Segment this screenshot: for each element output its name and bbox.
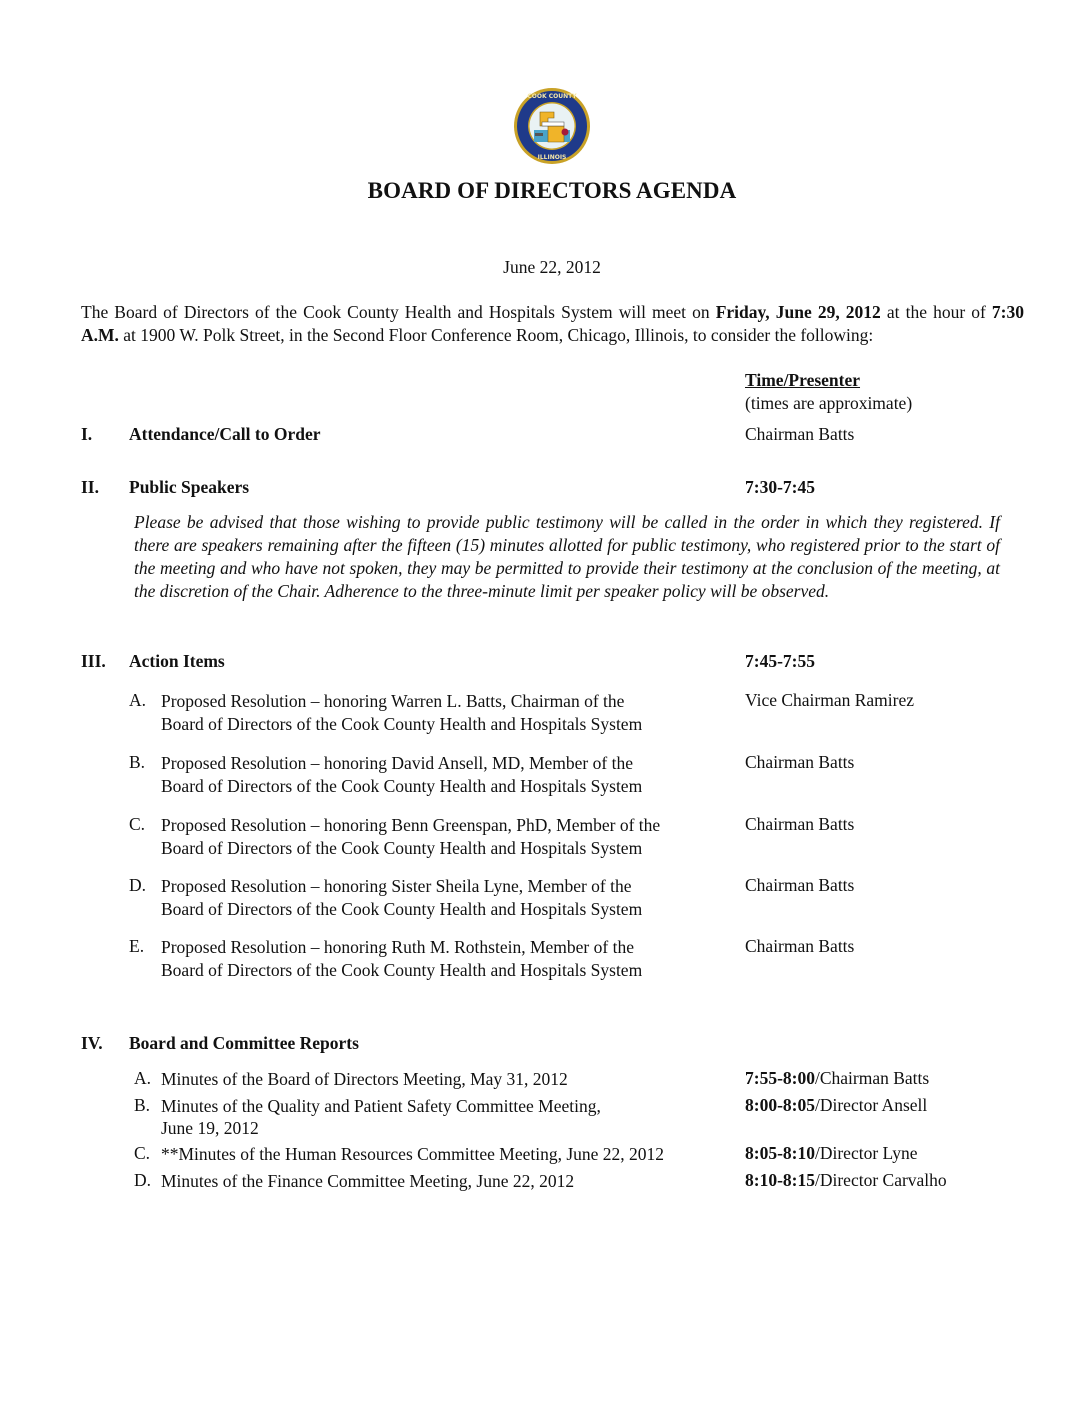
item-line: Board of Directors of the Cook County Health and Hospitals System bbox=[161, 714, 643, 734]
time-presenter-note: (times are approximate) bbox=[745, 393, 913, 413]
cook-county-seal-icon bbox=[512, 86, 592, 166]
item-letter: A. bbox=[129, 690, 147, 710]
item-time: 8:10-8:15 bbox=[745, 1170, 815, 1190]
item-letter: B. bbox=[129, 752, 146, 772]
section-time: 7:30-7:45 bbox=[745, 477, 815, 497]
page-title: BOARD OF DIRECTORS AGENDA bbox=[367, 178, 737, 203]
section-numeral: IV. bbox=[81, 1033, 103, 1053]
intro-text: at the hour of bbox=[880, 302, 992, 322]
item-presenter: /Chairman Batts bbox=[814, 1068, 930, 1088]
item-presenter: Chairman Batts bbox=[745, 752, 855, 772]
item-presenter: /Director Lyne bbox=[814, 1143, 918, 1163]
item-line: Proposed Resolution – honoring Benn Greenspan, PhD, Member of the bbox=[161, 815, 661, 835]
item-presenter: Chairman Batts bbox=[745, 875, 855, 895]
item-time-presenter bbox=[745, 1095, 927, 1116]
item-line: **Minutes of the Human Resources Committee Meeting, June 22, 2012 bbox=[161, 1144, 665, 1164]
item-line: Minutes of the Quality and Patient Safety Committee Meeting, bbox=[161, 1096, 601, 1116]
svg-text:COOK COUNTY: COOK COUNTY bbox=[527, 93, 577, 100]
item-line: Proposed Resolution – honoring Warren L. Batts, Chairman of the bbox=[161, 691, 625, 711]
item-line: Board of Directors of the Cook County Health and Hospitals System bbox=[161, 960, 643, 980]
item-line: Proposed Resolution – honoring Ruth M. Rothstein, Member of the bbox=[161, 937, 634, 957]
item-time: 8:05-8:10 bbox=[745, 1143, 815, 1163]
item-time-presenter bbox=[745, 1068, 929, 1089]
item-line: Proposed Resolution – honoring David Ansell, MD, Member of the bbox=[161, 753, 633, 773]
time-presenter-header: Time/Presenter bbox=[745, 370, 861, 390]
item-time: 7:55-8:00 bbox=[745, 1068, 815, 1088]
item-presenter: /Director Carvalho bbox=[814, 1170, 947, 1190]
item-time-presenter bbox=[745, 1143, 918, 1164]
item-line: Board of Directors of the Cook County Health and Hospitals System bbox=[161, 776, 643, 796]
meeting-date: Friday, June 29, 2012 bbox=[715, 302, 881, 322]
item-line: Minutes of the Board of Directors Meeting, May 31, 2012 bbox=[161, 1069, 568, 1089]
item-presenter: /Director Ansell bbox=[814, 1095, 928, 1115]
public-testimony-notice: Please be advised that those wishing to provide public testimony will be called in the order in which they registered. If there are speakers remaining after the fifteen (15) minutes allotted for public testimony, who registered prior to the start of the meeting and who have not spoken, they may be permitted to provide their testimony at the conclusion of the meeting, at the discretion of the Chair. Adherence to the three-minute limit per speaker policy will be observed. bbox=[134, 512, 1000, 601]
item-letter: C. bbox=[134, 1143, 151, 1163]
item-presenter: Chairman Batts bbox=[745, 814, 855, 834]
section-numeral: I. bbox=[81, 424, 93, 444]
item-letter: B. bbox=[134, 1095, 151, 1115]
item-presenter: Chairman Batts bbox=[745, 936, 855, 956]
section-title: Board and Committee Reports bbox=[129, 1033, 359, 1053]
section-numeral: II. bbox=[81, 477, 99, 497]
item-letter: D. bbox=[134, 1170, 152, 1190]
section-title: Action Items bbox=[129, 651, 225, 671]
intro-paragraph bbox=[81, 301, 1024, 347]
item-letter: A. bbox=[134, 1068, 152, 1088]
section-numeral: III. bbox=[81, 651, 106, 671]
intro-text: The Board of Directors of the Cook County Health and Hospitals System will meet on bbox=[81, 302, 716, 322]
item-time-presenter bbox=[745, 1170, 947, 1191]
item-letter: D. bbox=[129, 875, 147, 895]
meeting-time: 7:30 A.M. bbox=[81, 302, 1024, 345]
section-time: 7:45-7:55 bbox=[745, 651, 815, 671]
item-line: June 19, 2012 bbox=[161, 1118, 259, 1138]
svg-text:ILLINOIS: ILLINOIS bbox=[537, 154, 567, 161]
item-presenter: Vice Chairman Ramirez bbox=[745, 690, 915, 710]
item-line: Board of Directors of the Cook County Health and Hospitals System bbox=[161, 838, 643, 858]
item-line: Minutes of the Finance Committee Meeting, June 22, 2012 bbox=[161, 1171, 575, 1191]
item-time: 8:00-8:05 bbox=[745, 1095, 815, 1115]
section-presenter: Chairman Batts bbox=[745, 424, 855, 444]
section-title: Public Speakers bbox=[129, 477, 250, 497]
item-letter: C. bbox=[129, 814, 146, 834]
item-line: Board of Directors of the Cook County Health and Hospitals System bbox=[161, 899, 643, 919]
item-letter: E. bbox=[129, 936, 145, 956]
section-title: Attendance/Call to Order bbox=[129, 424, 321, 444]
agenda-date: June 22, 2012 bbox=[503, 257, 601, 277]
intro-text: at 1900 W. Polk Street, in the Second Floor Conference Room, Chicago, Illinois, to consider the following: bbox=[118, 325, 874, 345]
item-line: Proposed Resolution – honoring Sister Sheila Lyne, Member of the bbox=[161, 876, 632, 896]
